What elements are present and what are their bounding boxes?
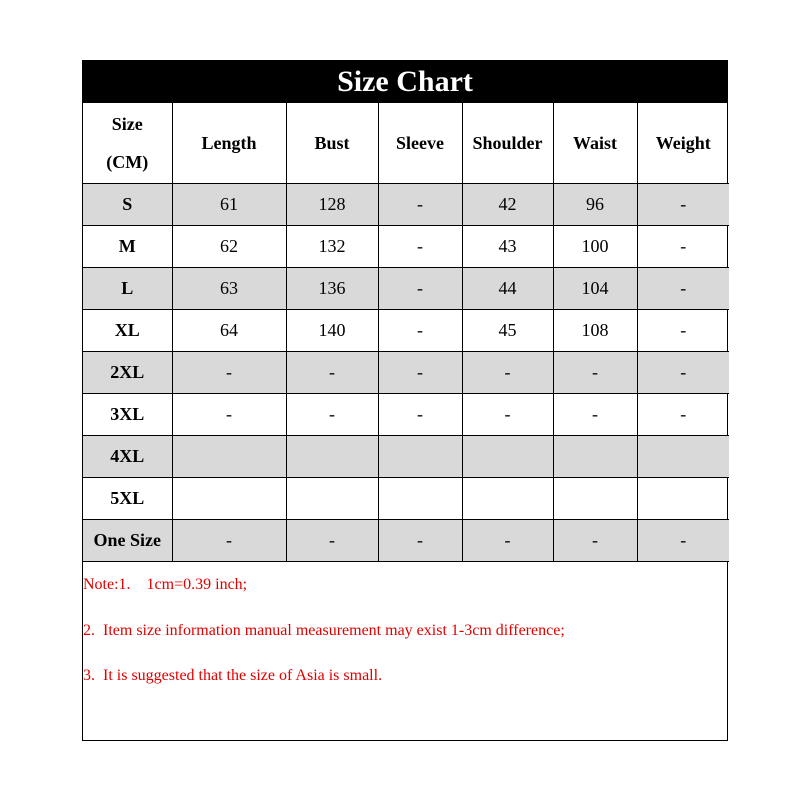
table-row xyxy=(83,478,729,520)
value-cell xyxy=(462,478,553,520)
value-cell: - xyxy=(553,394,637,436)
value-cell xyxy=(286,436,378,478)
value-cell: 62 xyxy=(172,226,286,268)
value-cell: - xyxy=(462,352,553,394)
value-cell: - xyxy=(378,184,462,226)
note-1: Note:1. 1cm=0.39 inch; xyxy=(83,576,248,593)
value-cell: 100 xyxy=(553,226,637,268)
table-row xyxy=(83,268,729,310)
value-cell: - xyxy=(637,520,729,562)
size-cell: S xyxy=(83,184,172,226)
value-cell: - xyxy=(172,352,286,394)
value-cell: 108 xyxy=(553,310,637,352)
column-header: Length xyxy=(172,103,286,184)
size-cell: XL xyxy=(83,310,172,352)
size-table xyxy=(83,103,729,562)
value-cell: - xyxy=(462,520,553,562)
value-cell: 104 xyxy=(553,268,637,310)
value-cell: 42 xyxy=(462,184,553,226)
column-header: Shoulder xyxy=(462,103,553,184)
header-row xyxy=(83,103,729,184)
size-chart xyxy=(82,60,728,741)
table-row xyxy=(83,394,729,436)
value-cell: - xyxy=(637,184,729,226)
value-cell xyxy=(553,478,637,520)
value-cell xyxy=(172,436,286,478)
table-row xyxy=(83,310,729,352)
value-cell: - xyxy=(378,310,462,352)
value-cell xyxy=(637,436,729,478)
value-cell: - xyxy=(462,394,553,436)
value-cell: 140 xyxy=(286,310,378,352)
size-cell: One Size xyxy=(83,520,172,562)
value-cell: - xyxy=(286,520,378,562)
column-header: Sleeve xyxy=(378,103,462,184)
value-cell xyxy=(462,436,553,478)
value-cell: - xyxy=(378,352,462,394)
chart-title: Size Chart xyxy=(83,61,727,103)
value-cell: 64 xyxy=(172,310,286,352)
value-cell: 61 xyxy=(172,184,286,226)
value-cell: - xyxy=(172,394,286,436)
value-cell: 63 xyxy=(172,268,286,310)
value-cell: - xyxy=(286,352,378,394)
value-cell: - xyxy=(378,268,462,310)
column-header: Weight xyxy=(637,103,729,184)
value-cell: - xyxy=(378,394,462,436)
value-cell: 44 xyxy=(462,268,553,310)
column-header: Size (CM) xyxy=(83,103,172,184)
value-cell: - xyxy=(553,520,637,562)
value-cell: - xyxy=(637,268,729,310)
value-cell: - xyxy=(378,520,462,562)
value-cell: 136 xyxy=(286,268,378,310)
value-cell: 43 xyxy=(462,226,553,268)
value-cell xyxy=(637,478,729,520)
size-cell: 4XL xyxy=(83,436,172,478)
note-2: 2. Item size information manual measurement may exist 1-3cm difference; xyxy=(83,622,565,639)
column-header: Waist xyxy=(553,103,637,184)
value-cell: 132 xyxy=(286,226,378,268)
table-row xyxy=(83,226,729,268)
column-header: Bust xyxy=(286,103,378,184)
table-row xyxy=(83,352,729,394)
table-row xyxy=(83,184,729,226)
value-cell: - xyxy=(637,310,729,352)
value-cell: 128 xyxy=(286,184,378,226)
value-cell xyxy=(172,478,286,520)
table-row xyxy=(83,436,729,478)
size-cell: M xyxy=(83,226,172,268)
value-cell: 96 xyxy=(553,184,637,226)
size-cell: 2XL xyxy=(83,352,172,394)
note-3: 3. It is suggested that the size of Asia is small. xyxy=(83,667,383,684)
value-cell: - xyxy=(637,394,729,436)
value-cell: 45 xyxy=(462,310,553,352)
value-cell xyxy=(286,478,378,520)
value-cell xyxy=(378,436,462,478)
value-cell: - xyxy=(553,352,637,394)
value-cell xyxy=(378,478,462,520)
size-cell: 3XL xyxy=(83,394,172,436)
value-cell: - xyxy=(637,352,729,394)
size-cell: L xyxy=(83,268,172,310)
table-row xyxy=(83,520,729,562)
value-cell: - xyxy=(637,226,729,268)
value-cell: - xyxy=(286,394,378,436)
value-cell: - xyxy=(172,520,286,562)
value-cell xyxy=(553,436,637,478)
value-cell: - xyxy=(378,226,462,268)
size-cell: 5XL xyxy=(83,478,172,520)
